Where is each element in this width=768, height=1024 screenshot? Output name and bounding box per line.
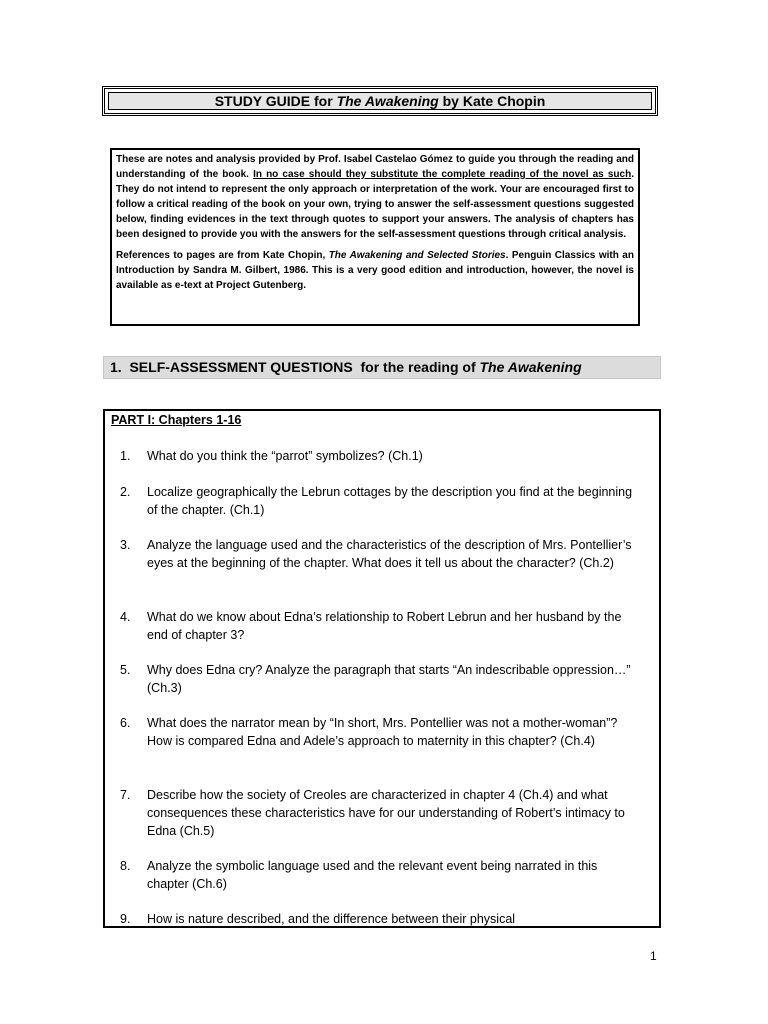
question-number: 5.	[120, 663, 131, 677]
intro-paragraph-1	[116, 153, 634, 242]
question-number: 4.	[120, 610, 131, 624]
part-title: PART I: Chapters 1-16	[111, 413, 242, 427]
question-number: 2.	[120, 485, 131, 499]
question-text: Localize geographically the Lebrun cottages by the description you find at the beginning of the chapter. (Ch.1)	[147, 485, 633, 517]
reference-text: References to pages are from Kate Chopin,	[116, 250, 329, 262]
question-text: How is nature described, and the difference between their physical	[147, 912, 516, 926]
questions-box	[103, 409, 661, 928]
question-text: Describe how the society of Creoles are characterized in chapter 4 (Ch.4) and what consequences these characteristics have for our understanding of Robert’s intimacy to Edna (Ch.5)	[147, 788, 625, 838]
title-prefix: STUDY GUIDE for	[214, 93, 337, 109]
question-number: 6.	[120, 716, 131, 730]
question-number: 7.	[120, 788, 131, 802]
question-text: What do you think the “parrot” symbolizes? (Ch.1)	[147, 449, 423, 463]
intro-text-continued: . They do not intend to represent the only approach or interpretation of the work. Your are encouraged first to follow a critical reading of the book on your own, trying to answer the self-assessment questions suggested below, finding evidences in the text through quotes to support your answers. The analysis of chapters has been designed to provide you with the answers for the self-assessment questions through critical analysis.	[116, 168, 634, 240]
section-header	[103, 356, 661, 379]
section-number: 1.	[110, 359, 122, 375]
question-text: What do we know about Edna’s relationship to Robert Lebrun and her husband by the end of chapter 3?	[147, 610, 622, 642]
section-label: SELF-ASSESSMENT QUESTIONS for the reading of	[129, 359, 480, 375]
title-box	[102, 86, 658, 116]
question-number: 3.	[120, 538, 131, 552]
reference-text-continued: . Penguin Classics with an Introduction by Sandra M. Gilbert, 1986. This is a very good edition and introduction, however, the novel is available as e-text at Project Gutenberg.	[116, 250, 634, 292]
question-text: Analyze the language used and the characteristics of the description of Mrs. Pontellier’s eyes at the beginning of the chapter. What does it tell us about the character? (Ch.2)	[147, 538, 632, 570]
question-number: 1.	[120, 449, 131, 463]
reference-book-title: The Awakening and Selected Stories	[328, 250, 506, 262]
question-text: What does the narrator mean by “In short, Mrs. Pontellier was not a mother-woman”? How is compared Edna and Adele’s approach to maternity in this chapter? (Ch.4)	[147, 716, 618, 748]
question-text: Why does Edna cry? Analyze the paragraph that starts “An indescribable oppression…” (Ch.3)	[147, 663, 631, 695]
intro-paragraph-2	[116, 249, 634, 294]
intro-underlined-text: In no case should they substitute the complete reading of the novel as such	[253, 168, 632, 180]
question-text: Analyze the symbolic language used and the relevant event being narrated in this chapter (Ch.6)	[147, 859, 598, 891]
title-suffix: by Kate Chopin	[438, 93, 546, 109]
section-book: The Awakening	[479, 359, 582, 375]
intro-box	[110, 148, 640, 326]
title-book: The Awakening	[336, 93, 439, 109]
question-number: 9.	[120, 912, 131, 926]
document-title	[108, 92, 652, 110]
question-number: 8.	[120, 859, 131, 873]
page-number: 1	[650, 949, 657, 963]
intro-text: These are notes and analysis provided by Prof. Isabel Castelao Gómez to guide you through the reading and understanding of the book.	[116, 154, 634, 180]
